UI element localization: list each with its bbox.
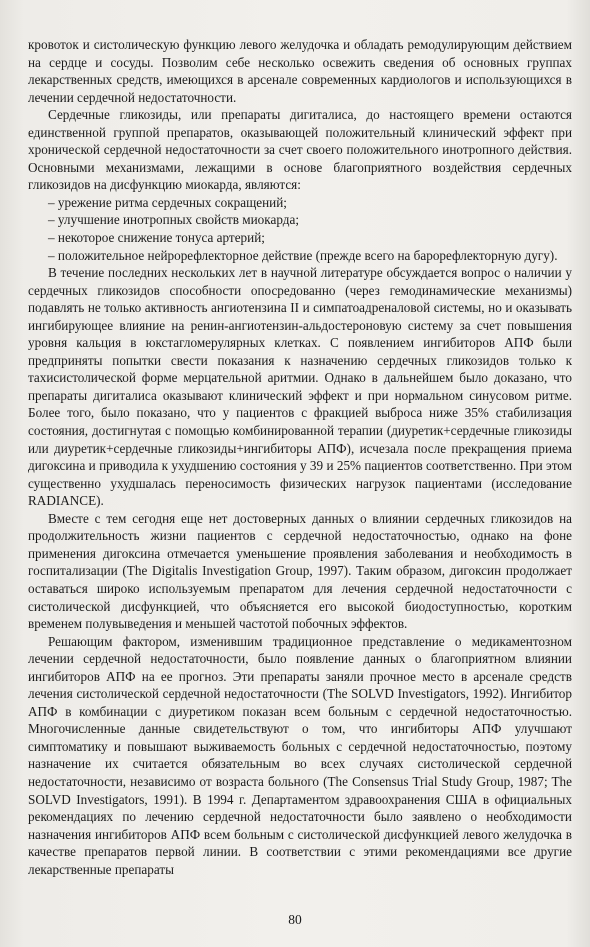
list-item: – положительное нейрорефлекторное действие (прежде всего на барорефлекторную дугу).: [48, 247, 558, 263]
paragraph-5: Решающим фактором, изменившим традиционное представление о медикаментозном лечении сердечной недостаточности, было появление данных о благоприятном влиянии ингибиторов АПФ на ее прогноз. Эти препараты заняли прочное место в арсенале средств лечения систолической сердечной недостаточности (The SOLVD Investigators, 1992). Ингибитор АПФ в комбинации с диуретиком показан всем больным с сердечной недостаточностью. Многочисленные данные свидетельствуют о том, что ингибиторы АПФ улучшают симптоматику и повышают выживаемость больных с сердечной недостаточностью, поэтому назначение их считается обязательным во всех случаях систолической сердечной недостаточности, независимо от возраста больного (The Consensus Trial Study Group, 1987; The SOLVD Investigators, 1991). В 1994 г. Департаментом здравоохранения США в официальных рекомендациях по лечению сердечной недостаточности было заявлено о необходимости назначения ингибиторов АПФ всем больным с систолической дисфункцией левого желудочка в качестве препаратов первой линии. В соответствии с этими рекомендациями все другие лекарственные препараты: [28, 633, 572, 877]
paragraph-4: Вместе с тем сегодня еще нет достоверных данных о влиянии сердечных гликозидов на продолжительность жизни пациентов с сердечной недостаточностью, однако на фоне применения дигоксина отмечается уменьшение проявления заболевания и необходимость в госпитализации (The Digitalis Investigation Group, 1997). Таким образом, дигоксин продолжает оставаться широко используемым препаратом для лечения сердечной недостаточности с систолической дисфункцией, что объясняется его высокой биодоступностью, коротким временем полувыведения и меньшей частотой побочных эффектов.: [28, 510, 572, 632]
page-number: 80: [288, 912, 302, 927]
body-text: [28, 36, 572, 878]
list-item: – улучшение инотропных свойств миокарда;: [48, 212, 299, 228]
mechanisms-list: [28, 194, 572, 264]
paragraph-1: кровоток и систолическую функцию левого желудочка и обладать ремодулирующим действием на сердце и сосуды. Позволим себе несколько освежить сведения об основных группах лекарственных средств, имеющихся в арсенале современных кардиологов и использующихся в лечении сердечной недостаточности.: [28, 37, 572, 105]
paragraph-3: В течение последних нескольких лет в научной литературе обсуждается вопрос о наличии у сердечных гликозидов способности опосредованно (через гемодинамические механизмы) подавлять не только активность ангиотензина II и симпатоадреналовой системы, но и оказывать ингибирующее влияние на ренин-ангиотензин-альдостероновую систему за счет повышения уровня кальция в юкстагломерулярных клетках. С появлением ингибиторов АПФ были предприняты попытки свести показания к назначению сердечных гликозидов только к тахисистолической форме мерцательной аритмии. Однако в дальнейшем было доказано, что препараты дигиталиса оказывают клинический эффект и при нормальном синусовом ритме. Более того, было показано, что у пациентов с фракцией выброса ниже 35% стабилизация состояния, достигнутая с помощью комбинированной терапии (диуретик+сердечные гликозиды или диуретик+сердечные гликозиды+ингибиторы АПФ), исчезала после прекращения приема дигоксина и приводила к ухудшению состояния у 39 и 25% пациентов соответственно. При этом существенно ухудшалась переносимость физических нагрузок пациентами (исследование RADIANCE).: [28, 265, 572, 509]
list-item: – урежение ритма сердечных сокращений;: [48, 194, 287, 210]
paragraph-2: Сердечные гликозиды, или препараты дигиталиса, до настоящего времени остаются единственной группой препаратов, оказывающей положительный клинический эффект при хронической сердечной недостаточности за счет своего положительного инотропного действия. Основными механизмами, лежащими в основе благоприятного воздействия сердечных гликозидов на дисфункцию миокарда, являются:: [28, 107, 572, 193]
list-item: – некоторое снижение тонуса артерий;: [48, 230, 265, 246]
